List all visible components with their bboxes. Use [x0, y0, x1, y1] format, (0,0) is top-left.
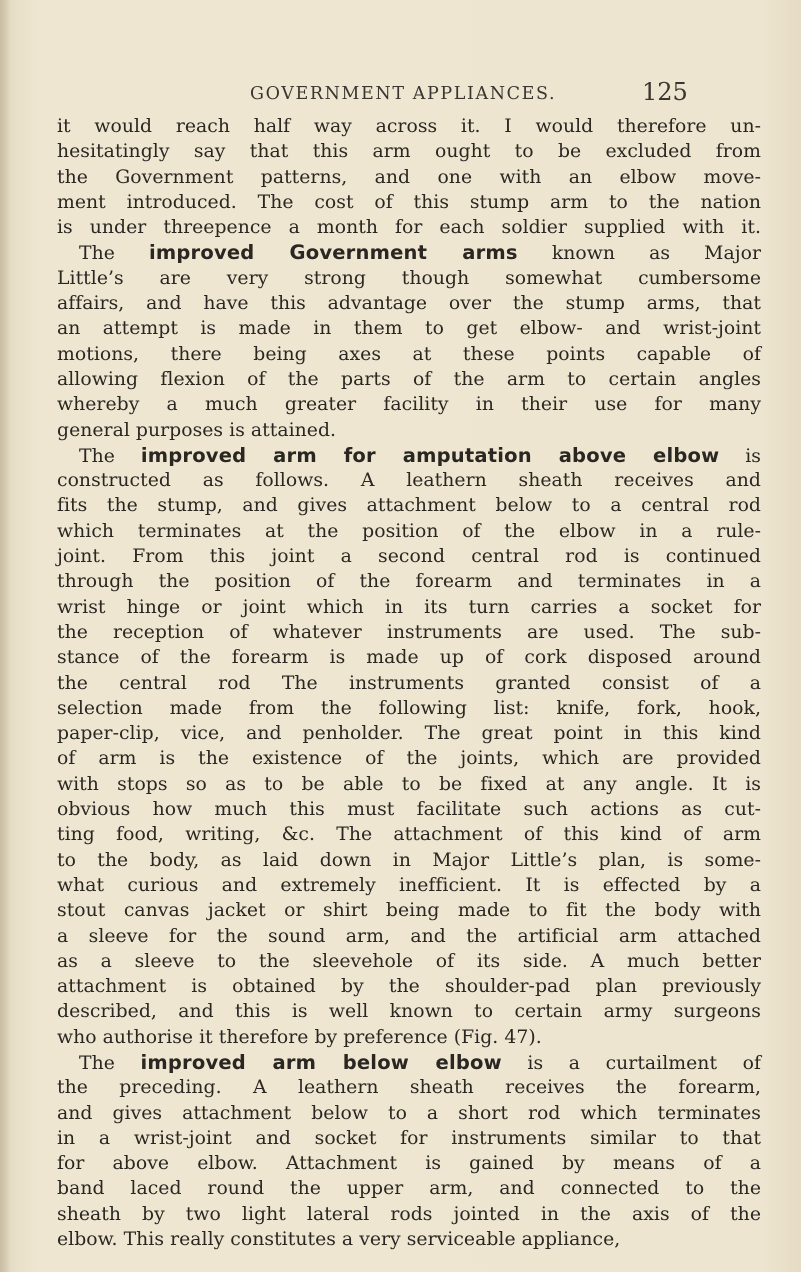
text-line: described, and this is well known to certain army surgeons	[57, 1001, 761, 1023]
text-line: and gives attachment below to a short rod which terminates	[57, 1102, 761, 1124]
text-line: general purposes is attained.	[57, 419, 337, 441]
inline-section-heading: improved arm for amputation above elbow	[140, 443, 720, 467]
text-line: joint. From this joint a second central rod is continued	[57, 546, 761, 568]
text-line: sheath by two light lateral rods jointed in the axis of the	[57, 1203, 761, 1225]
text-line: selection made from the following list: knife, fork, hook,	[57, 697, 761, 719]
line-lead-text: The	[79, 1052, 141, 1074]
body-text	[57, 114, 761, 1252]
text-line: Little’s are very strong though somewhat cumbersome	[57, 267, 761, 289]
text-line: allowing flexion of the parts of the arm to certain angles	[57, 368, 761, 390]
text-line: the Government patterns, and one with an elbow move-	[57, 166, 761, 188]
inline-section-heading: improved arm below elbow	[140, 1050, 502, 1074]
text-line: who authorise it therefore by preference (Fig. 47).	[57, 1026, 542, 1048]
running-head: GOVERNMENT APPLIANCES.	[250, 84, 557, 104]
line-trail-text: is	[719, 445, 761, 467]
binding-shadow	[0, 0, 10, 1272]
text-line: attachment is obtained by the shoulder-pad plan previously	[57, 976, 761, 998]
text-line: the central rod The instruments granted consist of a	[57, 672, 761, 694]
text-line: affairs, and have this advantage over the stump arms, that	[57, 293, 761, 315]
text-line: paper-clip, vice, and penholder. The great point in this kind	[57, 723, 761, 745]
text-line: obvious how much this must facilitate such actions as cut-	[57, 799, 761, 821]
text-line: of arm is the existence of the joints, which are provided	[57, 748, 761, 770]
text-line: stance of the forearm is made up of cork disposed around	[57, 647, 761, 669]
line-lead-text: The	[79, 243, 149, 265]
text-line: a sleeve for the sound arm, and the artificial arm attached	[57, 925, 761, 947]
text-line: hesitatingly say that this arm ought to be excluded from	[57, 141, 761, 163]
text-line: stout canvas jacket or shirt being made to fit the body with	[57, 900, 761, 922]
text-line: the preceding. A leathern sheath receives the forearm,	[57, 1077, 761, 1099]
text-line: wrist hinge or joint which in its turn carries a socket for	[57, 596, 761, 618]
text-line: motions, there being axes at these points capable of	[57, 343, 761, 365]
inline-section-heading: improved Government arms	[149, 241, 518, 265]
text-line: which terminates at the position of the elbow in a rule-	[57, 520, 761, 542]
text-line: constructed as follows. A leathern sheath receives and	[57, 470, 761, 492]
text-line: fits the stump, and gives attachment below to a central rod	[57, 495, 761, 517]
text-line	[57, 1050, 761, 1075]
line-trail-text: is a curtailment of	[501, 1052, 761, 1074]
text-line: to the body, as laid down in Major Little’s plan, is some-	[57, 849, 761, 871]
text-line: as a sleeve to the sleevehole of its side. A much better	[57, 950, 761, 972]
text-line: ment introduced. The cost of this stump arm to the nation	[57, 191, 761, 213]
text-line: ting food, writing, &c. The attachment of this kind of arm	[57, 824, 761, 846]
page-number: 125	[642, 78, 688, 106]
line-lead-text: The	[79, 445, 141, 467]
text-line: the reception of whatever instruments are used. The sub-	[57, 621, 761, 643]
text-line: whereby a much greater facility in their use for many	[57, 394, 761, 416]
line-trail-text: known as Major	[517, 243, 761, 265]
text-line: an attempt is made in them to get elbow- and wrist-joint	[57, 318, 761, 340]
text-line: band laced round the upper arm, and connected to the	[57, 1178, 761, 1200]
text-line: is under threepence a month for each soldier supplied with it.	[57, 217, 761, 239]
text-line: what curious and extremely inefficient. It is effected by a	[57, 874, 761, 896]
text-line: with stops so as to be able to be fixed at any angle. It is	[57, 773, 761, 795]
text-line: for above elbow. Attachment is gained by means of a	[57, 1153, 761, 1175]
text-line: elbow. This really constitutes a very serviceable appliance,	[57, 1229, 621, 1251]
text-line	[57, 240, 761, 265]
text-line	[57, 443, 761, 468]
text-line: it would reach half way across it. I would therefore un-	[57, 116, 761, 137]
text-line: through the position of the forearm and terminates in a	[57, 571, 761, 593]
text-line: in a wrist-joint and socket for instruments similar to that	[57, 1127, 761, 1149]
